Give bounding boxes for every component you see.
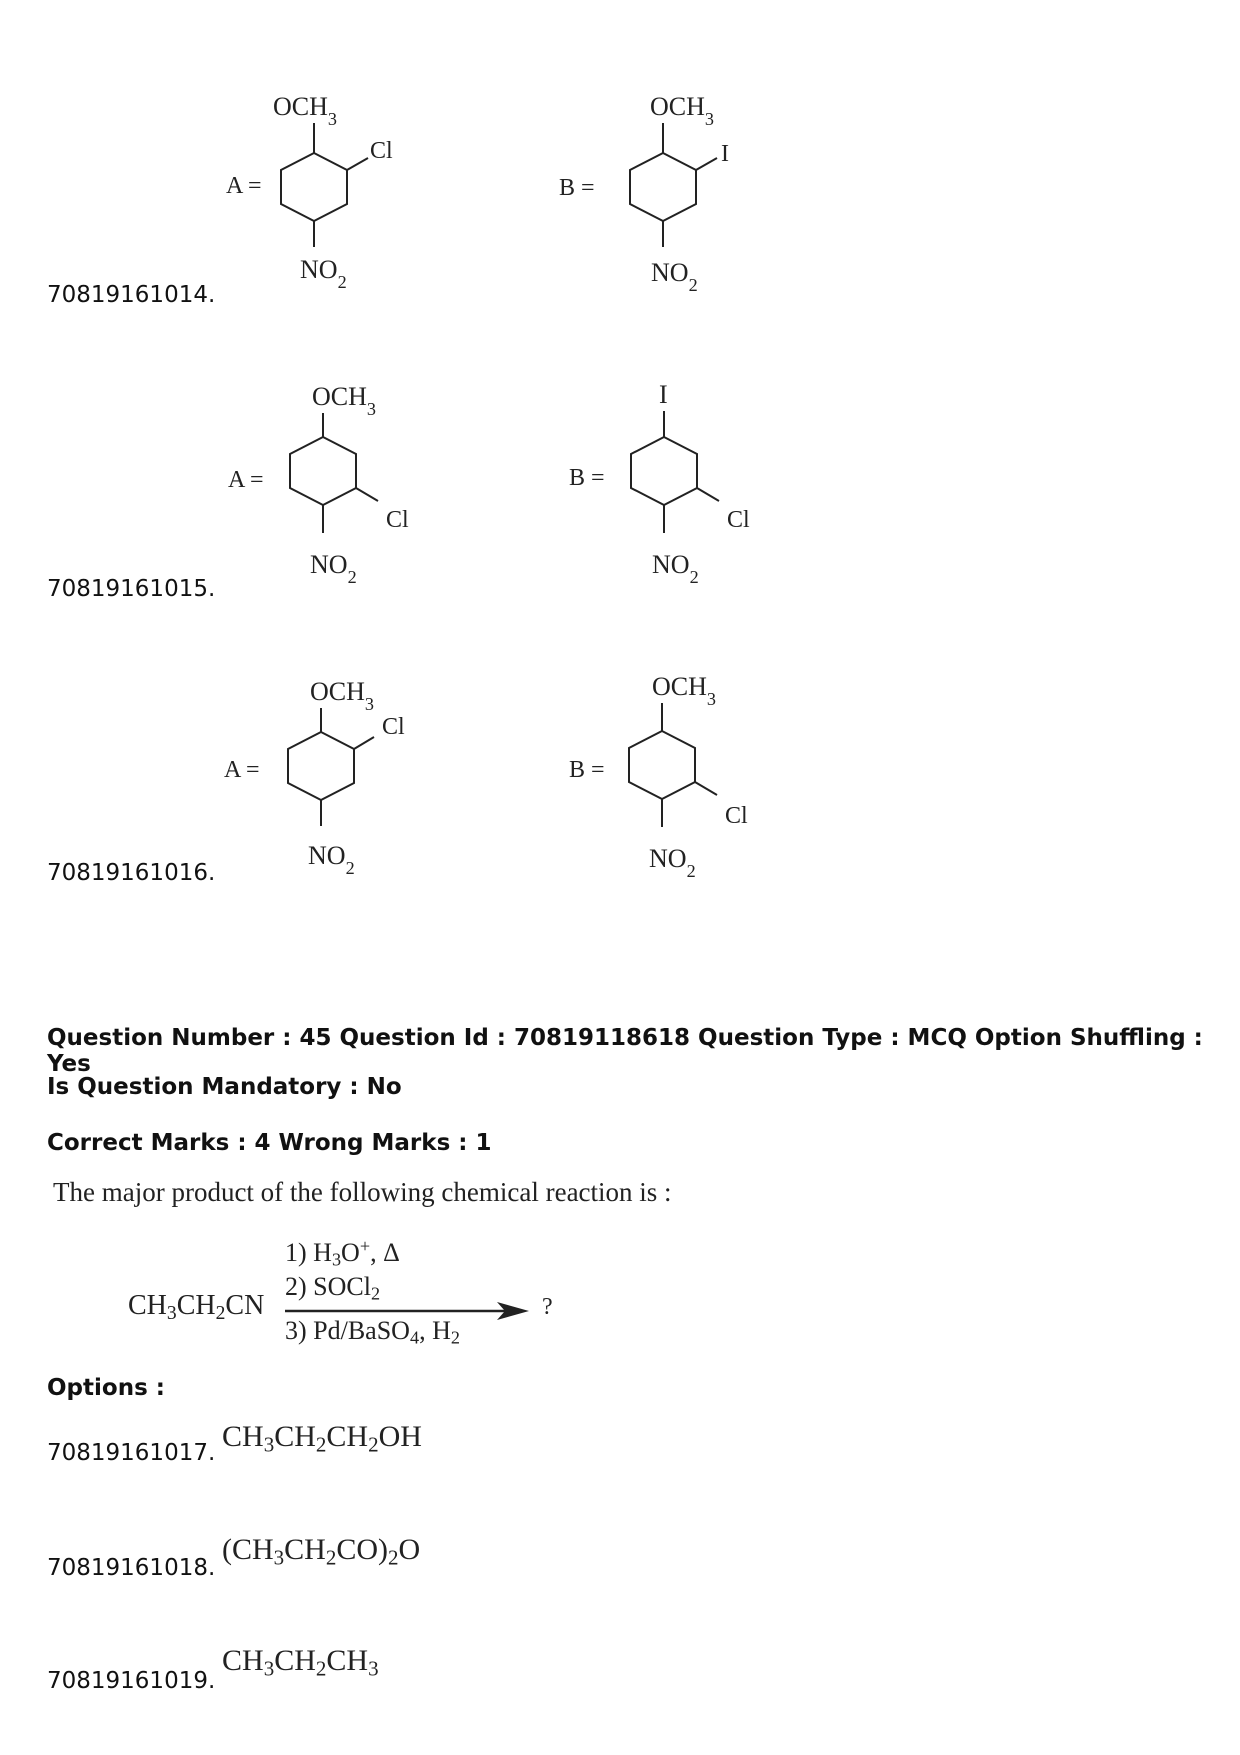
- bond: [354, 737, 374, 749]
- question-mandatory: Is Question Mandatory : No: [47, 1074, 402, 1100]
- bond: [696, 158, 717, 170]
- substituent-top: $OCH_3$: [312, 382, 376, 419]
- benzene-ring: [630, 153, 696, 221]
- label-a: A =: [224, 757, 260, 783]
- reagent-step-3: 3) Pd/BaSO$_4$, $H_2$: [285, 1316, 460, 1348]
- structure-b-option-1015: [555, 375, 795, 590]
- option-formula: $CH_3CH_2CH_3$: [222, 1644, 379, 1681]
- question-marks: Correct Marks : 4 Wrong Marks : 1: [47, 1130, 492, 1156]
- substituent-bottom: $NO_2$: [652, 550, 699, 587]
- label-b: B =: [569, 757, 605, 783]
- option-id: 70819161017.: [47, 1440, 216, 1466]
- bond: [347, 158, 368, 170]
- substituent-side: Cl: [725, 803, 748, 829]
- substituent-top: $OCH_3$: [310, 677, 374, 714]
- substituent-side: Cl: [727, 507, 750, 533]
- option-id: 70819161018.: [47, 1555, 216, 1581]
- structure-b-option-1016: [555, 665, 795, 880]
- option-formula: $(CH_3CH_2CO)_2O$: [222, 1533, 421, 1570]
- benzene-ring: [631, 437, 697, 505]
- reactant: $CH_3CH_2CN$: [128, 1290, 265, 1324]
- structure-a-option-1015: [200, 375, 440, 590]
- substituent-top: $OCH_3$: [652, 672, 716, 709]
- question-header: Question Number : 45 Question Id : 70819118618 Question Type : MCQ Option Shuffling : Yes: [47, 1025, 1203, 1077]
- product-unknown: ?: [542, 1294, 553, 1320]
- substituent-top: I: [659, 380, 668, 409]
- option-id: 70819161016.: [47, 860, 216, 886]
- label-a: A =: [226, 173, 262, 199]
- substituent-bottom: $NO_2$: [310, 550, 357, 587]
- benzene-ring: [290, 437, 356, 505]
- substituent-bottom: $NO_2$: [308, 841, 355, 878]
- substituent-bottom: $NO_2$: [300, 255, 347, 292]
- option-id: 70819161015.: [47, 576, 216, 602]
- bond: [356, 488, 378, 501]
- substituent-side: Cl: [370, 138, 393, 164]
- label-b: B =: [569, 465, 605, 491]
- substituent-top: $OCH_3$: [273, 92, 337, 129]
- structure-a-option-1014: [200, 85, 420, 295]
- substituent-side: I: [721, 141, 729, 167]
- structure-b-option-1014: [555, 85, 775, 295]
- substituent-bottom: $NO_2$: [651, 258, 698, 295]
- label-a: A =: [228, 467, 264, 493]
- question-stem: The major product of the following chemical reaction is :: [53, 1177, 672, 1207]
- option-formula: $CH_3CH_2CH_2OH$: [222, 1420, 422, 1457]
- label-b: B =: [559, 175, 595, 201]
- options-label: Options :: [47, 1375, 165, 1401]
- benzene-ring: [288, 732, 354, 800]
- substituent-top: $OCH_3$: [650, 92, 714, 129]
- option-id: 70819161019.: [47, 1668, 216, 1694]
- reagent-step-1: 1) $H_3O^+$, Δ: [285, 1235, 400, 1270]
- substituent-bottom: $NO_2$: [649, 844, 696, 881]
- reagent-step-2: 2) SOCl$_2$: [285, 1272, 381, 1304]
- bond: [697, 488, 719, 501]
- structure-a-option-1016: [200, 670, 440, 880]
- bond: [695, 782, 717, 795]
- option-id: 70819161014.: [47, 282, 216, 308]
- substituent-side: Cl: [382, 714, 405, 740]
- benzene-ring: [281, 153, 347, 221]
- benzene-ring: [629, 731, 695, 799]
- substituent-side: Cl: [386, 507, 409, 533]
